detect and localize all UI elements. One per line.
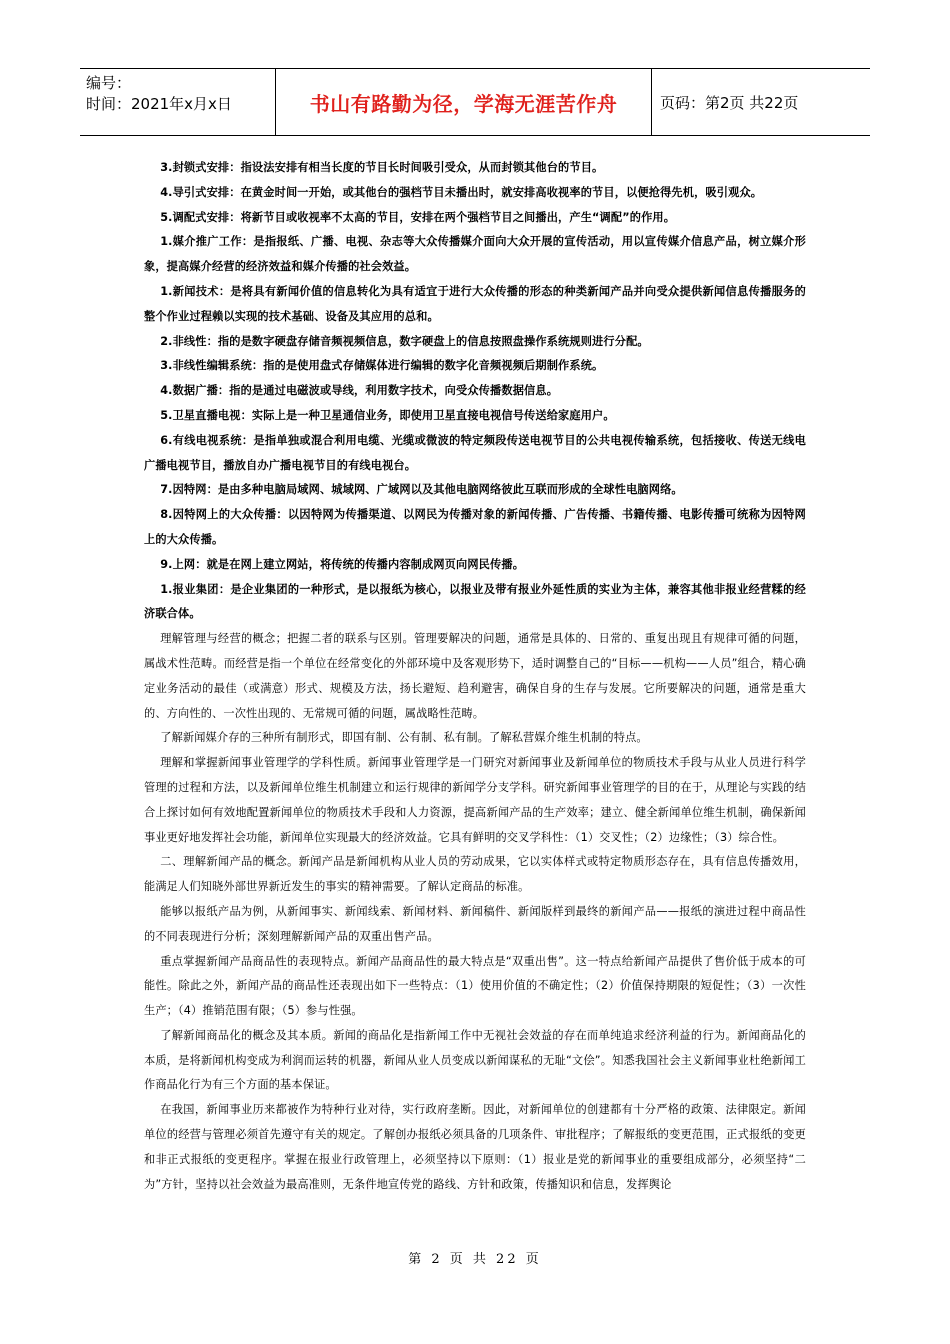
paragraph: 4.导引式安排：在黄金时间一开始，或其他台的强档节目未播出时，就安排高收视率的节目，以便抢得先机，吸引观众。 [160,185,763,199]
paragraph: 1.报业集团：是企业集团的一种形式，是以报纸为核心，以报业及带有报业外延性质的实业为主体，兼容其他非报业经营糅的经济联合体。 [144,582,806,621]
paragraph: 2.非线性：指的是数字硬盘存储音频视频信息，数字硬盘上的信息按照盘操作系统规则进行分配。 [160,334,649,348]
paragraph: 理解管理与经营的概念；把握二者的联系与区别。管理要解决的问题，通常是具体的、日常的、重复出现且有规律可循的问题，属战术性范畴。而经营是指一个单位在经常变化的外部环境中及客观形势下，适时调整自己的“目标——机构——人员”组合，精心确定业务活动的最佳（或满意）形式、规模及方法，扬长避短、趋利避害，确保自身的生存与发展。它所要解决的问题，通常是重大的、方向性的、一次性出现的、无常规可循的问题，属战略性范畴。 [144,632,806,720]
paragraph: 二、理解新闻产品的概念。新闻产品是新闻机构从业人员的劳动成果，它以实体样式或特定物质形态存在，具有信息传播效用，能满足人们知晓外部世界新近发生的事实的精神需要。了解认定商品的标准。 [144,855,806,894]
paragraph: 7.因特网：是由多种电脑局域网、城域网、广域网以及其他电脑网络彼此互联而形成的全球性电脑网络。 [160,483,683,497]
paragraph: 1.媒介推广工作：是指报纸、广播、电视、杂志等大众传播媒介面向大众开展的宣传活动，用以宣传媒介信息产品，树立媒介形象，提高媒介经营的经济效益和媒介传播的社会效益。 [144,235,806,274]
document-body [144,156,806,1197]
paragraph: 3.非线性编辑系统：指的是使用盘式存储媒体进行编辑的数字化音频视频后期制作系统。 [160,359,604,373]
paragraph: 4.数据广播：指的是通过电磁波或导线，利用数字技术，向受众传播数据信息。 [160,384,559,398]
paragraph: 重点掌握新闻产品商品性的表现特点。新闻产品商品性的最大特点是“双重出售”。这一特点给新闻产品提供了售价低于成本的可能性。除此之外，新闻产品的商品性还表现出如下一些特点：（1）使用价值的不确定性；（2）价值保持期限的短促性；（3）一次性生产；（4）推销范围有限；（5）参与性强。 [144,954,806,1018]
paragraph: 5.卫星直播电视：实际上是一种卫星通信业务，即使用卫星直接电视信号传送给家庭用户。 [160,408,615,422]
paragraph: 9.上网：就是在网上建立网站，将传统的传播内容制成网页向网民传播。 [160,557,525,571]
paragraph: 3.封锁式安排：指设法安排有相当长度的节目长时间吸引受众，从而封锁其他台的节目。 [160,161,604,174]
header-meta [80,69,276,135]
header-motto: 书山有路勤为径，学海无涯苦作舟 [276,69,652,135]
header-page-number: 页码：第2页 共22页 [660,93,799,112]
paragraph: 能够以报纸产品为例，从新闻事实、新闻线索、新闻材料、新闻稿件、新闻版样到最终的新闻产品——报纸的演进过程中商品性的不同表现进行分析；深刻理解新闻产品的双重出售产品。 [144,904,806,943]
document-time-label: 时间：2021年x月x日 [86,95,232,113]
paragraph: 了解新闻媒介存的三种所有制形式，即国有制、公有制、私有制。了解私营媒介维生机制的特点。 [160,731,648,745]
paragraph: 1.新闻技术：是将具有新闻价值的信息转化为具有适宜于进行大众传播的形态的种类新闻产品并向受众提供新闻信息传播服务的整个作业过程赖以实现的技术基础、设备及其应用的总和。 [144,284,806,323]
page-header [80,68,870,136]
paragraph: 在我国，新闻事业历来都被作为特种行业对待，实行政府垄断。因此，对新闻单位的创建都有十分严格的政策、法律限定。新闻单位的经营与管理必须首先遵守有关的规定。了解创办报纸必须具备的几项条件、审批程序；了解报纸的变更范围，正式报纸的变更和非正式报纸的变更程序。掌握在报业行政管理上，必须坚持以下原则：（1）报业是党的新闻事业的重要组成部分，必须坚持“二为”方针，坚持以社会效益为最高准则，无条件地宣传党的路线、方针和政策，传播知识和信息，发挥舆论 [144,1103,806,1191]
page-footer: 第 2 页 共 22 页 [408,1252,542,1267]
paragraph: 了解新闻商品化的概念及其本质。新闻的商品化是指新闻工作中无视社会效益的存在而单纯追求经济利益的行为。新闻商品化的本质，是将新闻机构变成为利润而运转的机器，新闻从业人员变成以新闻谋私的无耻“文侩”。知悉我国社会主义新闻事业杜绝新闻工作商品化行为有三个方面的基本保证。 [144,1028,806,1092]
paragraph: 6.有线电视系统：是指单独或混合利用电缆、光缆或微波的特定频段传送电视节目的公共电视传输系统，包括接收、传送无线电广播电视节目，播放自办广播电视节目的有线电视台。 [144,433,806,472]
paragraph: 理解和掌握新闻事业管理学的学科性质。新闻事业管理学是一门研究对新闻事业及新闻单位的物质技术手段与从业人员进行科学管理的过程和方法，以及新闻单位维生机制建立和运行规律的新闻学分支学科。研究新闻事业管理学的目的在于，从理论与实践的结合上探讨如何有效地配置新闻单位的物质技术手段和人力资源，提高新闻产品的生产效率；建立、健全新闻单位维生机制，确保新闻事业更好地发挥社会功能，新闻单位实现最大的经济效益。它具有鲜明的交叉学科性：（1）交叉性；（2）边缘性；（3）综合性。 [144,756,806,844]
paragraph: 5.调配式安排：将新节目或收视率不太高的节目，安排在两个强档节目之间播出，产生“调配”的作用。 [160,210,676,224]
paragraph: 8.因特网上的大众传播：以因特网为传播渠道、以网民为传播对象的新闻传播、广告传播、书籍传播、电影传播可统称为因特网上的大众传播。 [144,508,806,546]
document-number-label: 编号： [86,74,132,92]
